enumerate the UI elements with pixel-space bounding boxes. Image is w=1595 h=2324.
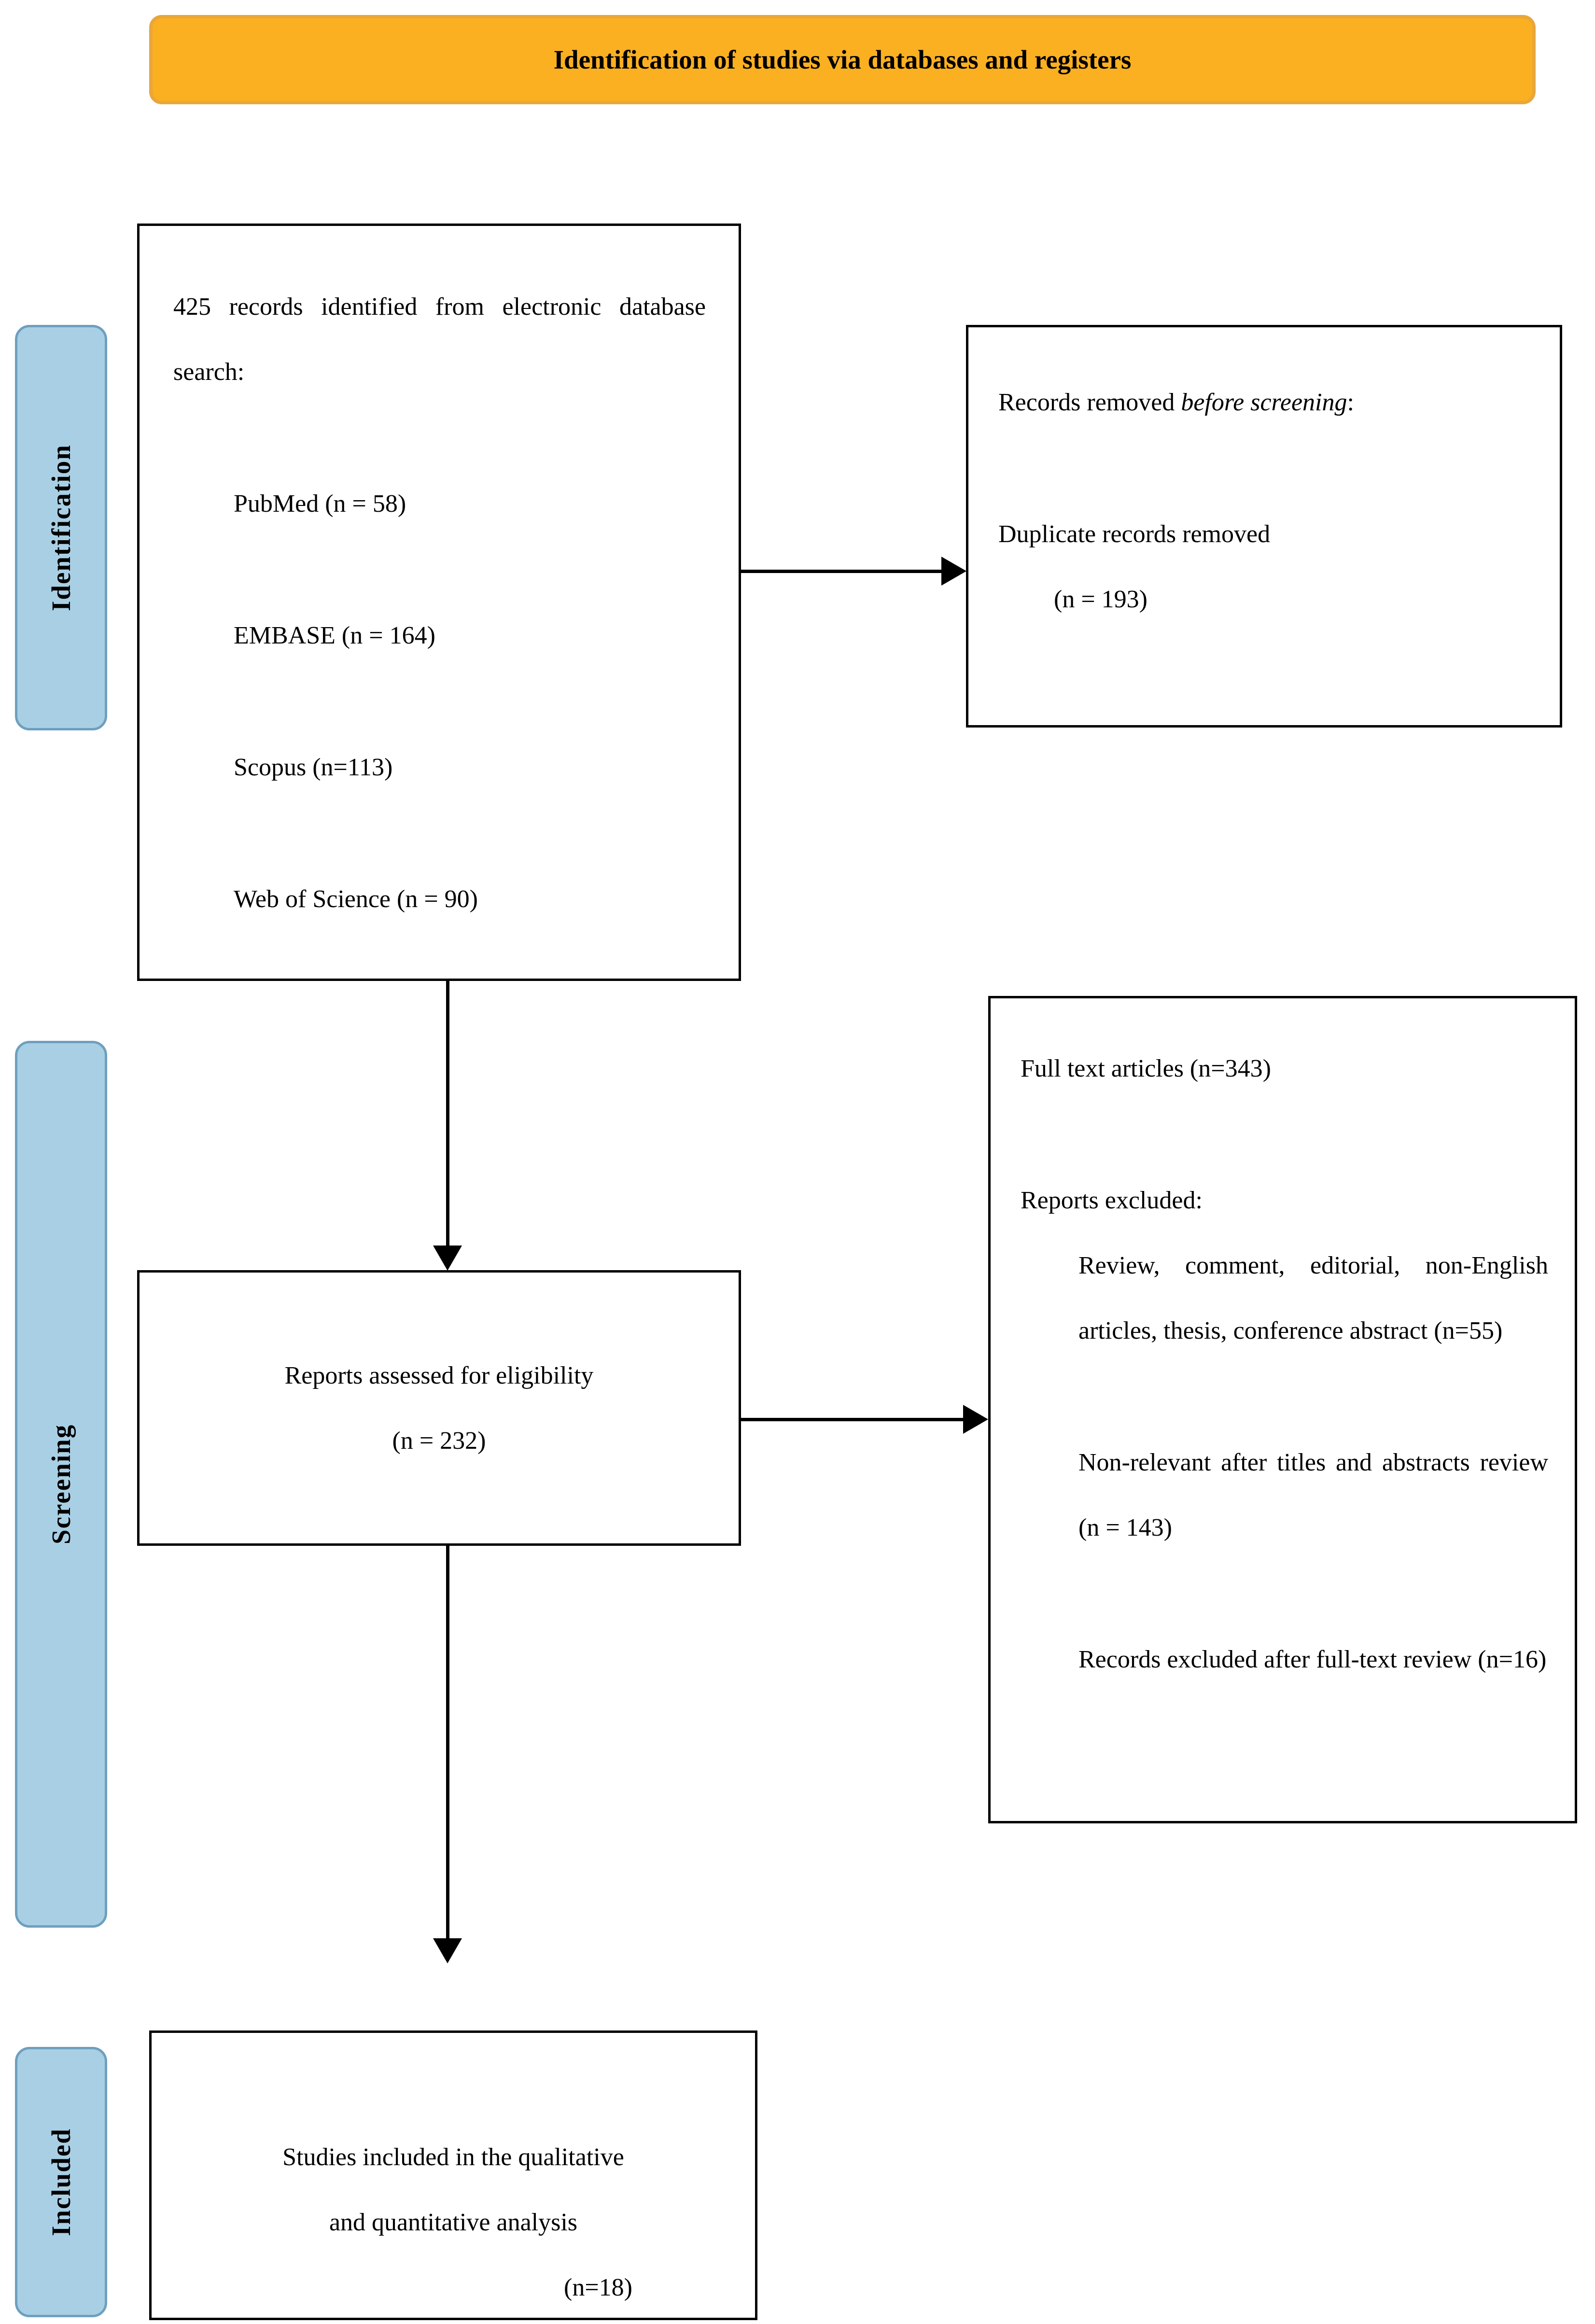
arrow-right-records-removed: [741, 570, 943, 573]
stage-included: [15, 2047, 107, 2317]
arrow-right-excluded-head: [963, 1405, 988, 1434]
full-text-articles-line: Full text articles (n=343): [1021, 1055, 1271, 1082]
box-studies-included: [149, 2030, 757, 2320]
banner: [149, 15, 1536, 104]
stage-identification: [15, 325, 107, 730]
duplicate-records-line: Duplicate records removed: [998, 520, 1271, 548]
studies-included-line2: and quantitative analysis: [329, 2209, 578, 2236]
studies-included-line1: Studies included in the qualitative: [282, 2143, 624, 2171]
arrow-down-to-included-head: [433, 1938, 462, 1963]
box-records-removed: [966, 325, 1562, 728]
records-removed-prefix: Records removed: [998, 389, 1181, 416]
box-records-identified: [137, 224, 741, 981]
records-removed-heading: [998, 370, 1533, 435]
reports-assessed-count: (n = 232): [392, 1427, 486, 1455]
arrow-down-to-included: [446, 1546, 449, 1940]
arrow-down-to-reports-assessed-head: [433, 1246, 462, 1271]
db-item-pubmed: PubMed (n = 58): [234, 490, 406, 518]
db-item-embase: EMBASE (n = 164): [234, 622, 435, 649]
banner-title: Identification of studies via databases and registers: [553, 45, 1132, 74]
studies-included-count: (n=18): [564, 2274, 632, 2301]
arrow-right-records-removed-head: [941, 557, 966, 586]
stage-included-label: Included: [46, 2128, 76, 2236]
box-excluded: [988, 996, 1577, 1823]
records-identified-intro: 425 records identified from electronic database search:: [173, 293, 706, 386]
records-removed-italic: before screening: [1181, 389, 1347, 416]
box-reports-assessed: [137, 1270, 741, 1546]
records-removed-suffix: :: [1347, 389, 1354, 416]
excluded-item-non-relevant: Non-relevant after titles and abstracts review (n = 143): [1078, 1449, 1548, 1541]
stage-identification-label: Identification: [46, 444, 76, 611]
reports-excluded-heading: Reports excluded:: [1021, 1187, 1203, 1214]
arrow-right-excluded: [741, 1418, 964, 1421]
reports-assessed-line: Reports assessed for eligibility: [284, 1361, 594, 1389]
excluded-item-full-text: Records excluded after full-text review (n=16): [1078, 1646, 1547, 1673]
arrow-down-to-reports-assessed: [446, 981, 449, 1247]
excluded-item-review: Review, comment, editorial, non-English articles, thesis, conference abstract (n=55): [1078, 1252, 1548, 1344]
stage-screening-label: Screening: [46, 1424, 76, 1545]
db-item-web-of-science: Web of Science (n = 90): [234, 885, 478, 913]
db-item-scopus: Scopus (n=113): [234, 754, 393, 781]
duplicate-records-count: (n = 193): [1054, 586, 1147, 613]
stage-screening: [15, 1041, 107, 1928]
